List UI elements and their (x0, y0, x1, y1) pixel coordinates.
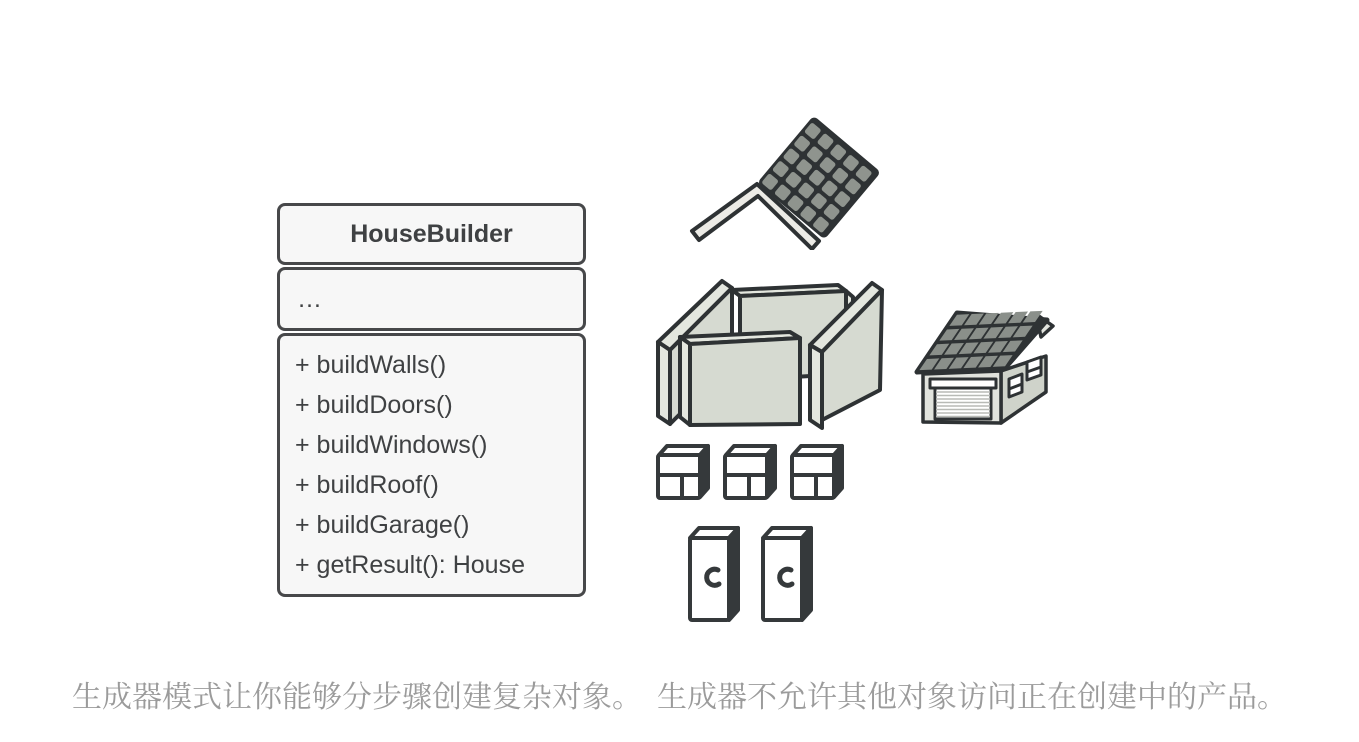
roof-illustration (680, 100, 890, 250)
class-fields-ellipsis: … (277, 267, 586, 331)
method-getresult: + getResult(): House (295, 551, 525, 579)
window-illustration (789, 443, 845, 501)
window-illustration (655, 443, 711, 501)
method-builddoors: + buildDoors() (295, 391, 453, 419)
class-methods (277, 333, 586, 597)
window-illustration (722, 443, 778, 501)
method-buildwindows: + buildWindows() (295, 431, 488, 459)
method-buildgarage: + buildGarage() (295, 511, 470, 539)
method-buildroof: + buildRoof() (295, 471, 439, 499)
walls-illustration (650, 278, 890, 433)
garage-illustration (910, 295, 1060, 425)
method-buildwalls: + buildWalls() (295, 351, 447, 379)
door-illustration (760, 525, 814, 622)
caption: 生成器模式让你能够分步骤创建复杂对象。 生成器不允许其他对象访问正在创建中的产品。 (72, 681, 1287, 714)
class-box (277, 203, 586, 597)
door-illustration (687, 525, 741, 622)
class-title: HouseBuilder (277, 203, 586, 265)
